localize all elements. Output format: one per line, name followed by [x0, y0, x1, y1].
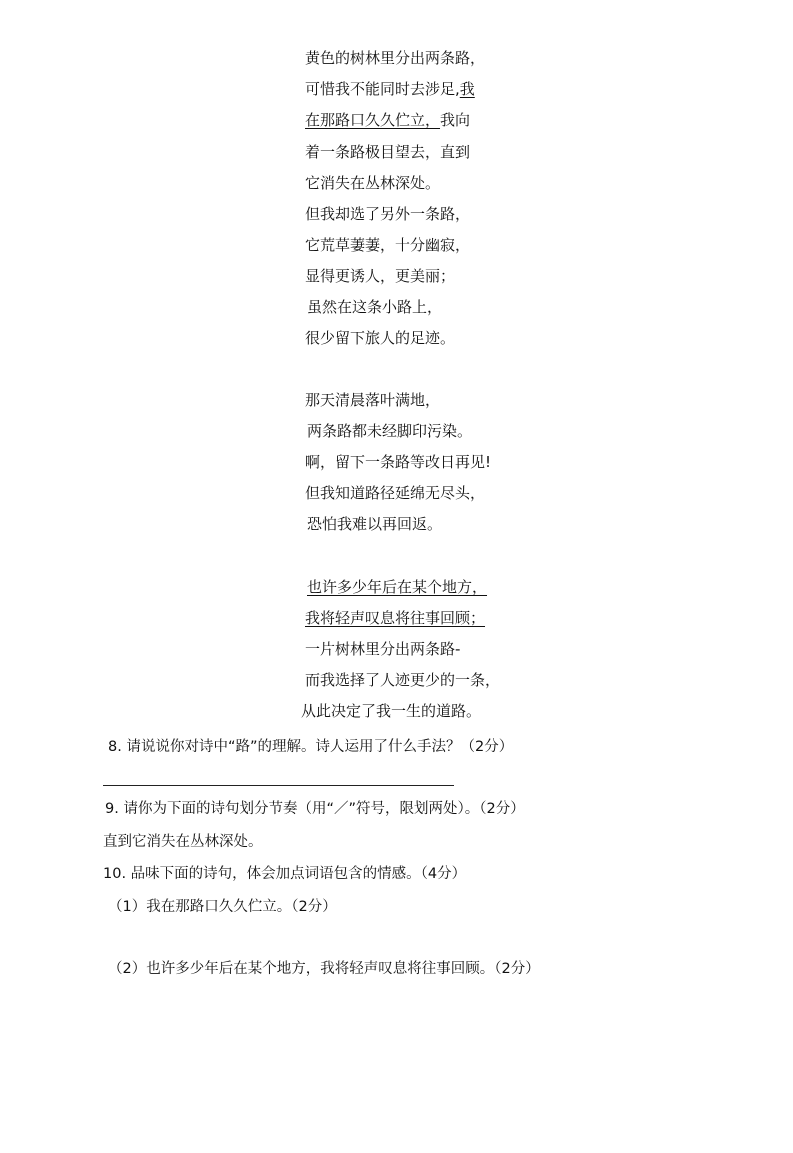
- poem-line: 但我却选了另外一条路，: [305, 205, 471, 223]
- question-9: 9. 请你为下面的诗句划分节奏（用“／”符号，限划两处）。（2分）: [105, 801, 525, 817]
- poem-line: 那天清晨落叶满地，: [305, 391, 441, 409]
- poem-line-text: 我向: [440, 111, 471, 129]
- poem-line-text: 可惜我不能同时去涉足,: [305, 80, 460, 98]
- poem-line: 着一条路极目望去，直到: [305, 143, 471, 161]
- poem-line: 从此决定了我一生的道路。: [301, 702, 482, 720]
- poem-line: 但我知道路径延绵无尽头，: [305, 484, 486, 502]
- question-10-part-1: （1）我在那路口久久伫立。（2分）: [108, 899, 337, 915]
- poem-line: 很少留下旅人的足迹。: [305, 329, 456, 347]
- poem-line: 而我选择了人迹更少的一条，: [305, 671, 501, 689]
- poem-line: 显得更诱人，更美丽；: [305, 267, 456, 285]
- poem-line: 它消失在丛林深处。: [305, 174, 441, 192]
- question-10: 10. 品味下面的诗句，体会加点词语包含的情感。（4分）: [103, 866, 467, 882]
- poem-line: 两条路都未经脚印污染。: [307, 422, 473, 440]
- poem-line: 黄色的树林里分出两条路，: [305, 49, 486, 67]
- underlined-text: 也许多少年后在某个地方，: [307, 578, 488, 596]
- poem-line: 一片树林里分出两条路-: [305, 640, 461, 658]
- poem-line: 它荒草萋萋，十分幽寂，: [305, 236, 471, 254]
- underlined-text: 在那路口久久伫立，: [305, 111, 441, 129]
- answer-line: [103, 785, 454, 786]
- poem-line: 啊，留下一条路等改日再见!: [305, 453, 492, 471]
- question-9-verse: 直到它消失在丛林深处。: [103, 834, 263, 850]
- question-10-part-2: （2）也许多少年后在某个地方，我将轻声叹息将往事回顾。（2分）: [108, 961, 540, 977]
- poem-line: [305, 608, 485, 628]
- poem-line: 恐怕我难以再回返。: [307, 515, 443, 533]
- underlined-text: 我: [459, 80, 475, 98]
- poem-line: [305, 79, 475, 99]
- poem-line: 虽然在这条小路上，: [307, 298, 443, 316]
- poem-line: [305, 110, 470, 130]
- question-8: 8. 请说说你对诗中“路”的理解。诗人运用了什么手法？（2分）: [108, 739, 514, 755]
- poem-line: [307, 577, 487, 597]
- underlined-text: 我将轻声叹息将往事回顾；: [305, 609, 486, 627]
